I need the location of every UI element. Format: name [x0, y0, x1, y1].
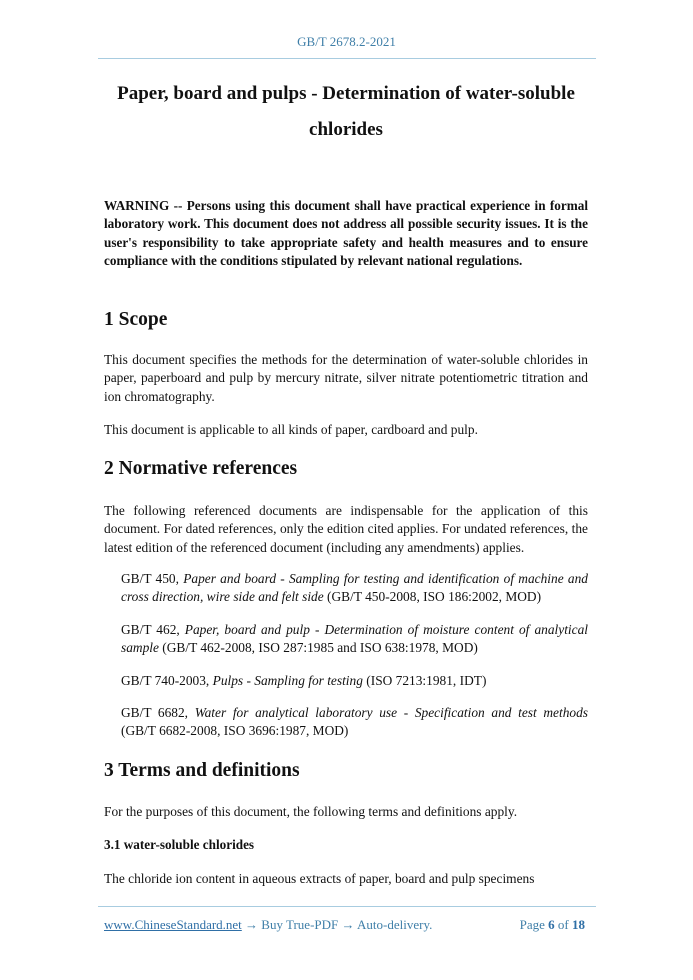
running-header: GB/T 2678.2-2021	[297, 34, 396, 49]
ref-title: Paper and board - Sampling for testing and identification of machine and cross direction, wire side and felt side	[121, 571, 588, 605]
ref-title: Paper, board and pulp - Determination of moisture content of analytical sample	[121, 622, 588, 656]
ref-title: Water for analytical laboratory use - Specification and test methods	[194, 705, 588, 720]
reference-item	[121, 704, 588, 741]
section-1-heading: 1 Scope	[104, 309, 168, 330]
website-link[interactable]: www.ChineseStandard.net	[104, 917, 242, 932]
ref-tail: (GB/T 450-2008, ISO 186:2002, MOD)	[323, 589, 542, 605]
total-pages: 18	[572, 917, 585, 932]
ref-code: GB/T 450,	[121, 571, 184, 586]
ref-code: GB/T 462,	[121, 622, 185, 637]
ref-code: GB/T 6682,	[121, 705, 195, 720]
title-line-1: Paper, board and pulps - Determination of water-soluble	[117, 83, 575, 104]
buy-text: Buy True-PDF	[261, 917, 339, 932]
reference-item	[121, 621, 588, 658]
title-line-2: chlorides	[309, 119, 383, 140]
subsection-3-1-heading: 3.1 water-soluble chlorides	[104, 837, 255, 852]
of-label: of	[554, 917, 572, 932]
scope-paragraph-2: This document is applicable to all kinds of paper, cardboard and pulp.	[104, 422, 478, 437]
normative-intro: The following referenced documents are indispensable for the application of this document. For dated references, only the edition cited applies. For undated references, the latest edition of the referenced document (including any amendments) applies.	[104, 503, 588, 555]
document-title	[104, 76, 588, 148]
ref-tail: (ISO 7213:1981, IDT)	[362, 673, 487, 688]
page-number	[520, 917, 585, 933]
page-label: Page	[519, 917, 549, 932]
definition-text: The chloride ion content in aqueous extracts of paper, board and pulp specimens	[104, 871, 535, 886]
warning-paragraph: WARNING -- Persons using this document shall have practical experience in formal laboratory work. This document does not address all possible security issues. It is the user's responsibility to take appropriate safety and health measures and to ensure compliance with the conditions stipulated by relevant national regulations.	[104, 198, 588, 269]
terms-intro: For the purposes of this document, the following terms and definitions apply.	[104, 804, 518, 819]
reference-item	[121, 672, 588, 690]
current-page: 6	[548, 917, 555, 932]
ref-tail: (GB/T 462-2008, ISO 287:1985 and ISO 638:1978, MOD)	[158, 640, 478, 656]
reference-item	[121, 570, 588, 607]
footer-divider	[98, 906, 596, 907]
header-divider	[98, 58, 596, 59]
section-2-heading: 2 Normative references	[104, 458, 298, 479]
footer-promo	[104, 917, 432, 933]
scope-paragraph-1: This document specifies the methods for the determination of water-soluble chlorides in paper, paperboard and pulp by mercury nitrate, silver nitrate potentiometric titration and ion chromatography.	[104, 352, 588, 404]
delivery-text: Auto-delivery.	[357, 917, 433, 932]
ref-code: GB/T 740-2003,	[121, 673, 213, 688]
ref-title: Pulps - Sampling for testing	[212, 673, 363, 688]
section-3-heading: 3 Terms and definitions	[104, 760, 300, 781]
ref-tail: (GB/T 6682-2008, ISO 3696:1987, MOD)	[121, 723, 349, 739]
arrow-icon: →	[338, 917, 358, 932]
arrow-icon: →	[241, 917, 262, 932]
